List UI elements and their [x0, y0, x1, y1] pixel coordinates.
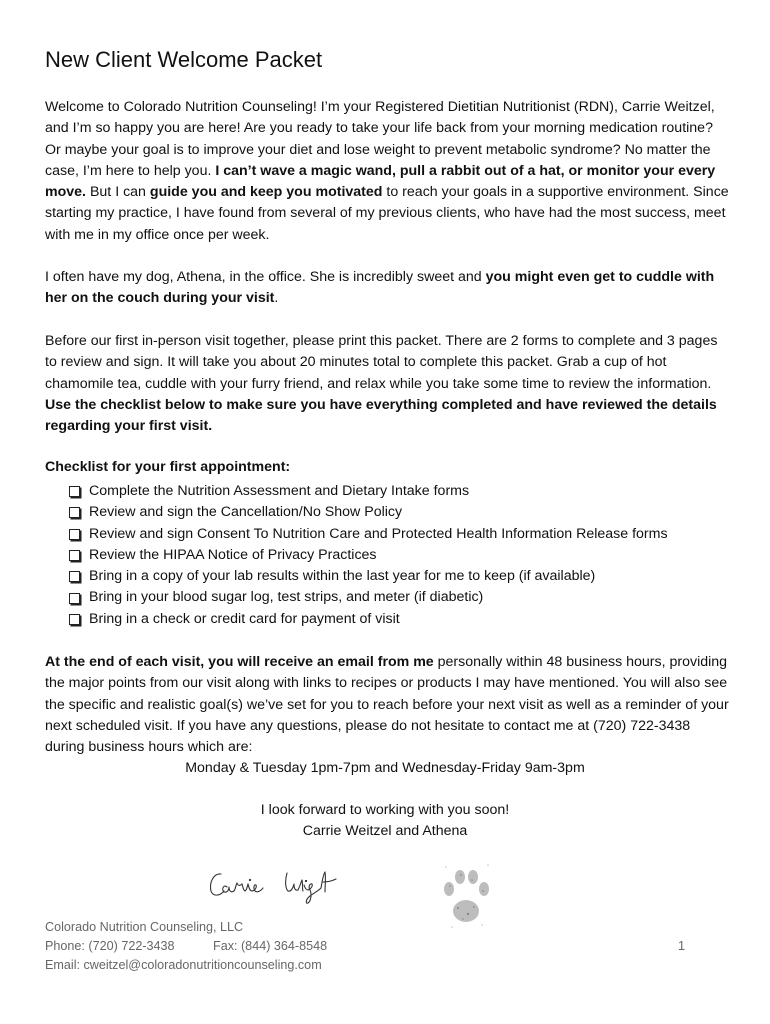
end-of-visit-paragraph: [45, 652, 730, 758]
checkbox-icon: [69, 486, 80, 497]
checklist-item: [69, 481, 668, 502]
before-text-1: Before our first in-person visit together, please print this packet. There are 2 forms to complete and 3 pages to review and sign. It will take you about 20 minutes total to complete this packet. Grab a cup of hot chamomile tea, cuddle with your furry friend, and relax while you take some time to review the information.: [45, 333, 718, 392]
end-text-1: personally within 48 business hours, providing the major points from our visit along with links to recipes or products I may have mentioned. You will also see the specific and realistic goal(s) we’ve set for you to reach before your next visit as well as a reminder of your next scheduled visit. If you have any questions, please do not hesitate to contact me at (720) 722-3438 during business hours which are:: [45, 654, 729, 756]
business-hours: Monday & Tuesday 1pm-7pm and Wednesday-Friday 9am-3pm: [185, 760, 585, 776]
intro-text-3: to reach your goals in a supportive environment. Since starting my practice, I have found from several of my previous clients, who have had the most success, meet with me in my office once per week.: [45, 184, 729, 243]
closing-line: I look forward to working with you soon!: [260, 802, 510, 818]
paw-print-stamp: [438, 853, 494, 933]
checklist-item: [69, 566, 668, 587]
checkbox-icon: [69, 550, 80, 561]
checklist-item-label: Review the HIPAA Notice of Privacy Practices: [89, 546, 377, 563]
dog-paragraph: [45, 267, 730, 310]
intro-paragraph: [45, 97, 730, 246]
page-title: New Client Welcome Packet: [45, 47, 323, 72]
footer-fax: Fax: (844) 364-8548: [213, 939, 328, 953]
intro-text-1: Welcome to Colorado Nutrition Counseling! I’m your Registered Dietitian Nutritionist (RDN), Carrie Weitzel, and I’m so happy you are here! Are you ready to take your life back from your morning medication routine? Or maybe your goal is to improve your diet and lose weight to prevent metabolic syndrome? No matter the case, I’m here to help you.: [45, 99, 715, 179]
dog-bold-1: you might even get to cuddle with her on the couch during your visit: [45, 269, 715, 307]
checklist-item-label: Complete the Nutrition Assessment and Dietary Intake forms: [89, 483, 470, 499]
before-visit-paragraph: [45, 331, 730, 437]
checkbox-icon: [69, 593, 80, 604]
checklist-item-label: Bring in a check or credit card for payment of visit: [89, 610, 400, 627]
checkbox-icon: [69, 571, 80, 582]
before-bold-1: Use the checklist below to make sure you have everything completed and have reviewed the details regarding your first visit.: [45, 396, 717, 435]
closing-signoff: Carrie Weitzel and Athena: [302, 823, 468, 839]
checklist-item: [69, 545, 668, 566]
checkbox-icon: [69, 507, 80, 518]
footer-company: Colorado Nutrition Counseling, LLC: [45, 920, 244, 934]
checklist-item: [69, 609, 668, 630]
checklist-item-label: Bring in your blood sugar log, test strips, and meter (if diabetic): [89, 589, 484, 606]
dog-text-1: I often have my dog, Athena, in the office. She is incredibly sweet and: [45, 269, 486, 285]
handwritten-signature: [205, 860, 365, 908]
end-bold-1: At the end of each visit, you will receive an email from me: [45, 654, 434, 670]
checkbox-icon: [69, 529, 80, 540]
intro-bold-2: guide you and keep you motivated: [149, 184, 383, 201]
checkbox-icon: [69, 614, 80, 625]
checklist-item-label: Review and sign Consent To Nutrition Care and Protected Health Information Release forms: [89, 525, 668, 542]
dog-text-2: .: [274, 290, 279, 307]
intro-text-2: But I can: [86, 184, 150, 201]
footer-email[interactable]: Email: cweitzel@coloradonutritioncounseling.com: [45, 958, 322, 972]
checklist-item-label: Bring in a copy of your lab results within the last year for me to keep (if available): [89, 568, 596, 585]
checklist: [69, 481, 668, 630]
checklist-heading: Checklist for your first appointment:: [45, 459, 291, 475]
page-number: 1: [678, 939, 686, 953]
footer-phone: Phone: (720) 722-3438: [45, 939, 175, 953]
checklist-item-label: Review and sign the Cancellation/No Show Policy: [89, 504, 403, 521]
checklist-item: [69, 524, 668, 545]
checklist-item: [69, 502, 668, 523]
intro-bold-1: I can’t wave a magic wand, pull a rabbit out of a hat, or monitor your every move.: [45, 162, 716, 201]
checklist-item: [69, 587, 668, 608]
